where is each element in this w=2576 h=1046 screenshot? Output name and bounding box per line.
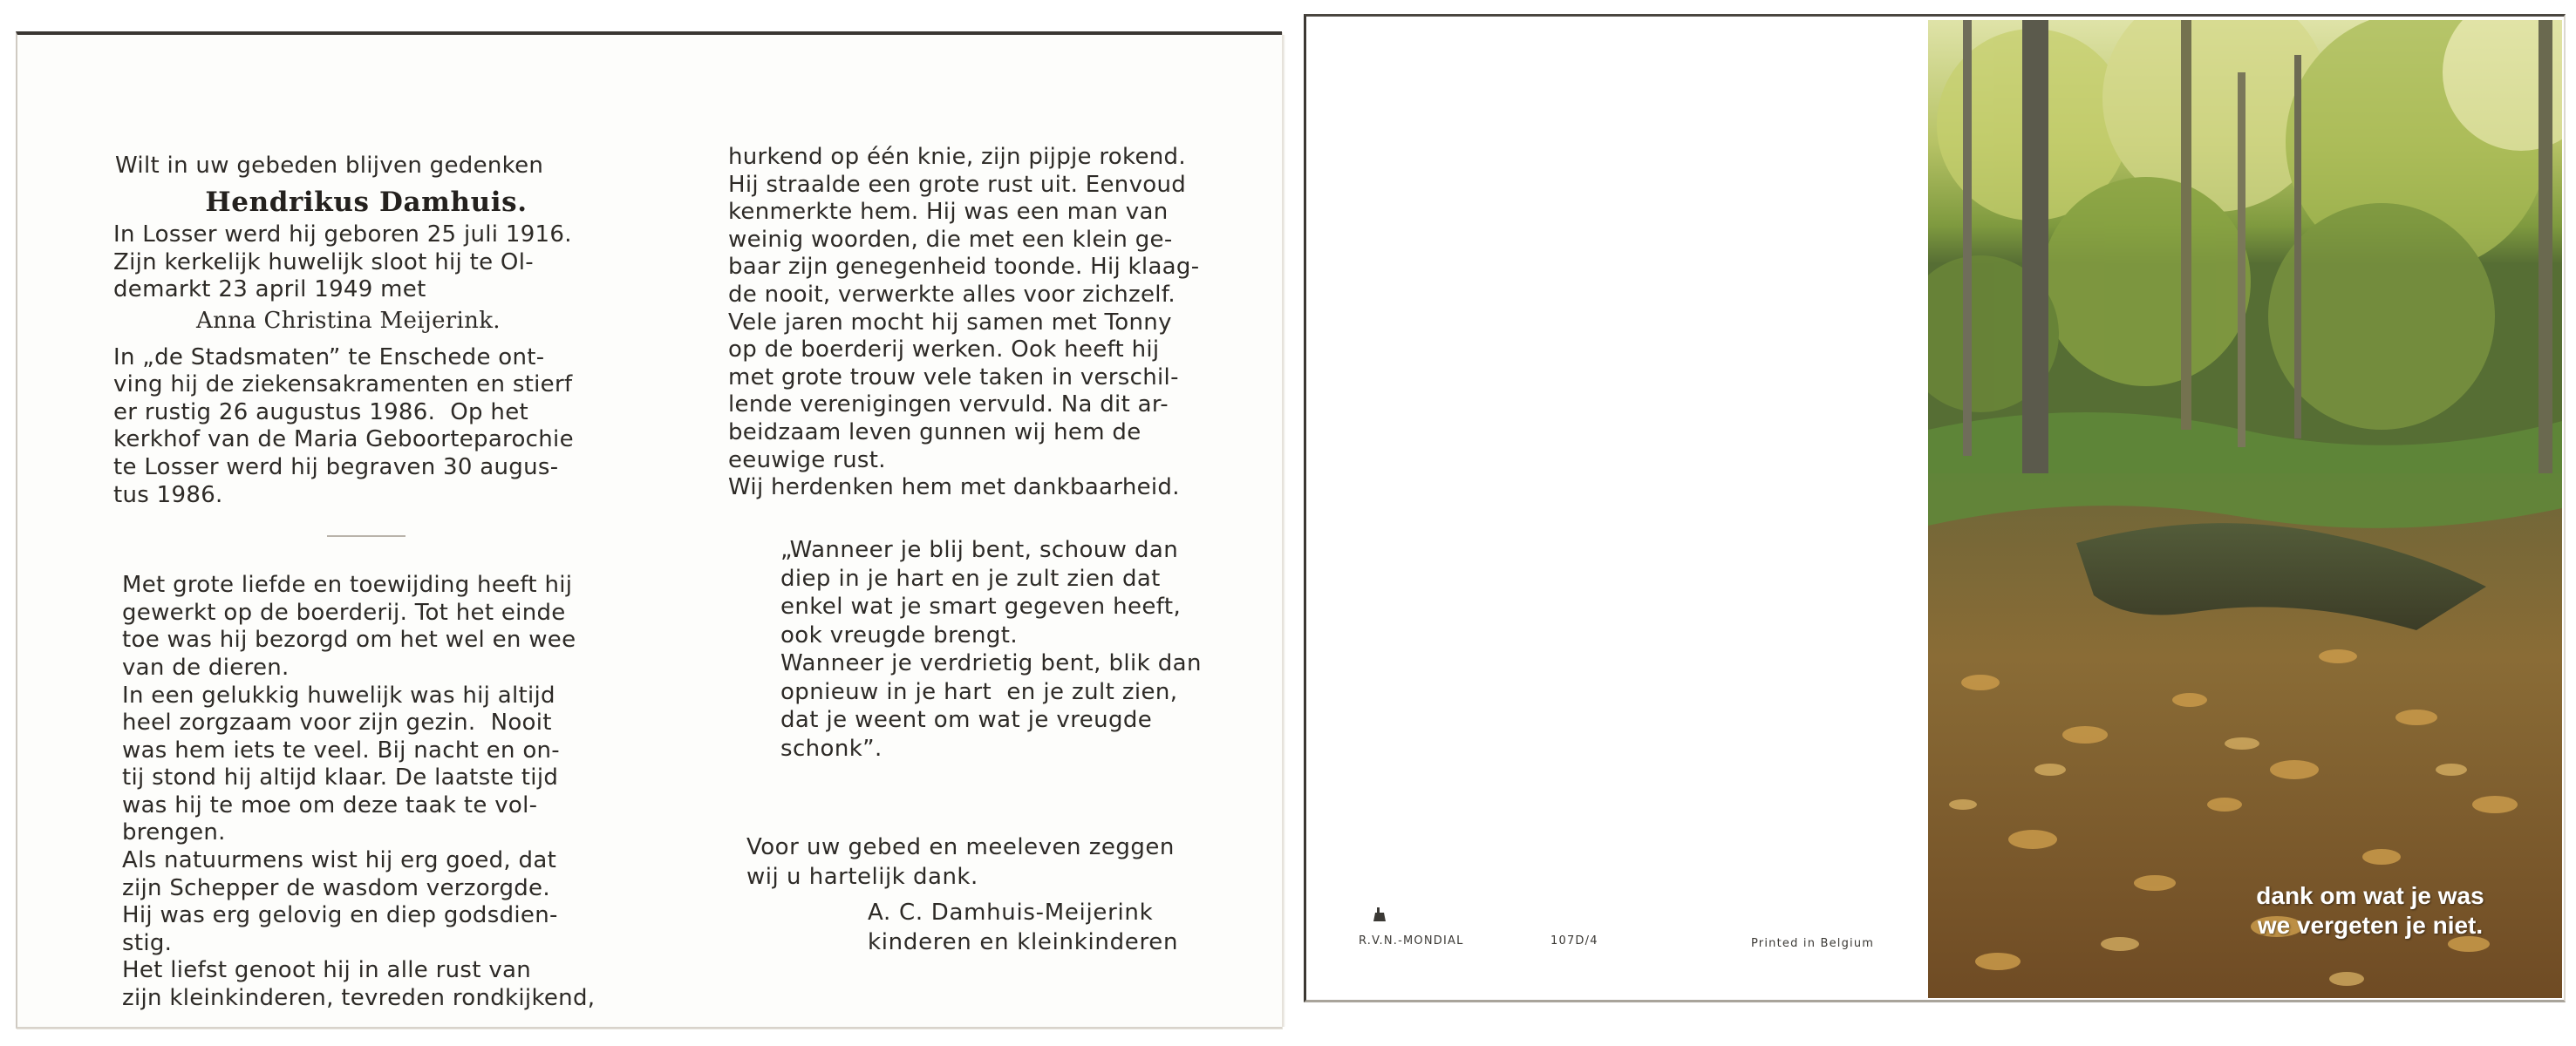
text-line: toe was hij bezorgd om het wel en wee [122,627,576,654]
memorial-card-cover [1304,14,2566,1002]
text-line: lende verenigingen vervuld. Na dit ar- [728,391,1169,418]
forest-photo [1928,20,2562,998]
caption-line: we vergeten je niet. [2257,912,2484,939]
text-line: Vele jaren mocht hij samen met Tonny [728,309,1172,336]
quote-line: Wanneer je verdrietig bent, blik dan [780,650,1202,676]
text-line: In een gelukkig huwelijk was hij altijd [122,682,555,709]
text-line: stig. [122,929,173,956]
text-line: weinig woorden, die met een klein ge- [728,226,1173,253]
publisher-logo-icon [1372,906,1387,923]
quote-line: schonk”. [780,735,883,762]
text-line: van de dieren. [122,654,290,681]
right-column [728,144,1199,502]
text-line: In „de Stadsmaten” te Enschede ont- [113,343,545,370]
quote-line: opnieuw in je hart en je zult zien, [780,678,1178,705]
biography-paragraph [122,572,619,1013]
text-line: er rustig 26 augustus 1986. Op het [113,398,528,425]
biography-continued [728,144,1199,502]
caption-line: dank om wat je was [2256,882,2484,909]
text-line: In Losser werd hij geboren 25 juli 1916. [113,221,572,248]
intro-line: Wilt in uw gebeden blijven gedenken [115,153,544,179]
text-line: heel zorgzaam voor zijn gezin. Nooit [122,710,552,737]
card-number: 107D/4 [1550,934,1598,948]
text-line: tus 1986. [113,481,223,508]
text-line: met grote trouw vele taken in verschil- [728,363,1179,391]
deceased-name: Hendrikus Damhuis. [205,186,528,218]
text-line: Het liefst genoot hij in alle rust van [122,957,532,984]
text-line: beidzaam leven gunnen wij hem de [728,418,1141,445]
left-column [113,153,619,1013]
thanks-line: wij u hartelijk dank. [746,864,978,890]
forest-scene [1928,20,2562,998]
text-line: demarkt 23 april 1949 met [113,276,426,303]
signer-line: kinderen en kleinkinderen [868,929,1179,955]
signer-line: A. C. Damhuis-Meijerink [868,900,1154,926]
quote-line: enkel wat je smart gegeven heeft, [780,594,1182,620]
text-line: zijn Schepper de wasdom verzorgde. [122,874,550,901]
text-line: was hij te moe om deze taak te vol- [122,791,538,818]
signers-block [868,898,1178,957]
text-line: tij stond hij altijd klaar. De laatste tijd [122,764,559,791]
text-line: kenmerkte hem. Hij was een man van [728,199,1169,226]
text-line: te Losser werd hij begraven 30 augus- [113,453,559,480]
quote-block [780,536,1202,763]
text-line: Wij herdenken hem met dankbaarheid. [728,474,1180,501]
text-line: brengen. [122,819,226,846]
quote-line: ook vreugde brengt. [780,621,1019,649]
quote-line: „Wanneer je blij bent, schouw dan [780,537,1179,563]
text-line: Zijn kerkelijk huwelijk sloot hij te Ol- [113,248,534,275]
spouse-name: Anna Christina Meijerink. [196,307,501,334]
text-line: baar zijn genegenheid toonde. Hij klaag- [728,254,1200,281]
text-line: Hij straalde een grote rust uit. Eenvoud [728,171,1187,198]
text-line: Met grote liefde en toewijding heeft hij [122,572,573,599]
death-paragraph [113,344,619,510]
text-line: de nooit, verwerkte alles voor zichzelf. [728,281,1176,308]
birth-paragraph [113,221,619,304]
text-line: ving hij de ziekensakramenten en stierf [113,371,573,398]
text-line: Als natuurmens wist hij erg goed, dat [122,847,557,874]
thanks-block [746,832,1175,892]
quote-line: dat je weent om wat je vreugde [780,707,1153,733]
memorial-card-inside [16,31,1282,1029]
text-line: was hem iets te veel. Bij nacht en on- [122,737,560,764]
text-line: eeuwige rust. [728,446,886,473]
text-line: hurkend op één knie, zijn pijpje rokend. [728,144,1186,170]
quote-line: diep in je hart en je zult zien dat [780,565,1161,592]
text-line: kerkhof van de Maria Geboorteparochie [113,426,574,453]
publisher-label: R.V.N.-MONDIAL [1359,934,1464,948]
text-line: gewerkt op de boerderij. Tot het einde [122,599,566,626]
thanks-line: Voor uw gebed en meeleven zeggen [746,834,1175,860]
printed-in-label: Printed in Belgium [1751,937,1875,950]
photo-caption [2231,881,2510,941]
section-divider [327,535,405,537]
text-line: op de boerderij werken. Ook heeft hij [728,336,1160,363]
text-line: Hij was erg gelovig en diep godsdien- [122,902,558,929]
text-line: zijn kleinkinderen, tevreden rondkijkend, [122,985,596,1012]
